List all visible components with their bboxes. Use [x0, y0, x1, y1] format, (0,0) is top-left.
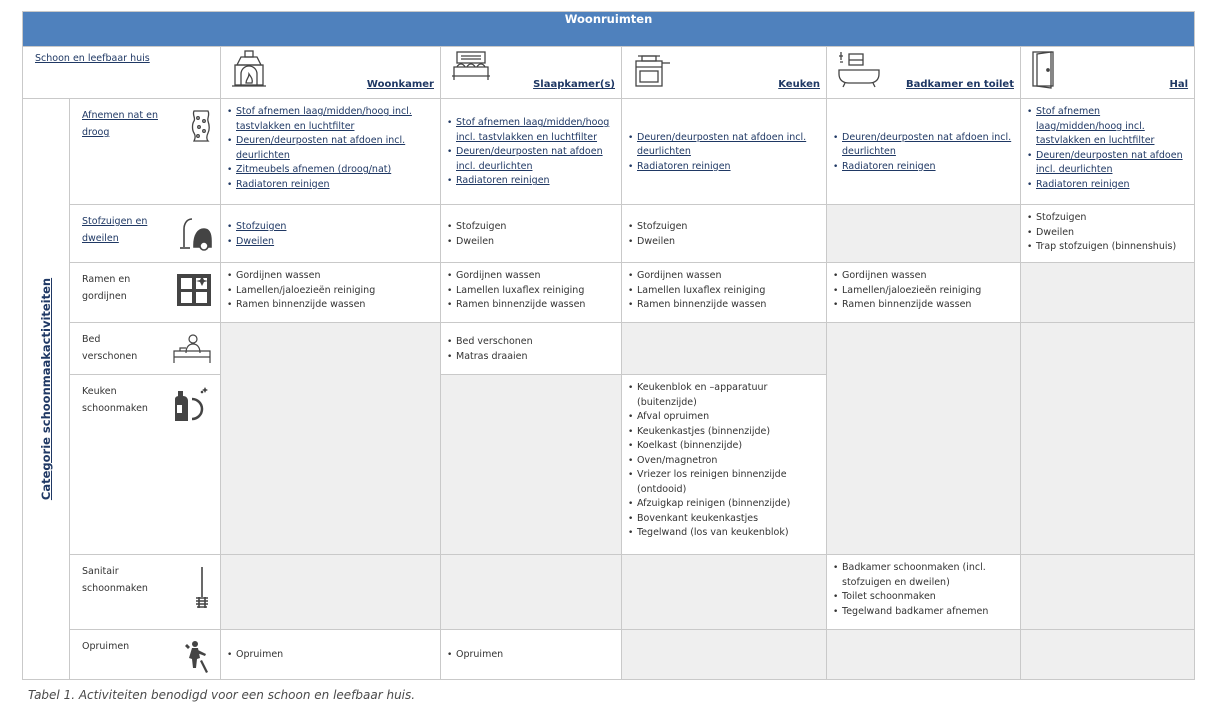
cell-sanitair-slaapkamer — [441, 555, 622, 630]
vacuum-cleaner-icon — [178, 215, 212, 251]
list-item: • Ramen binnenzijde wassen — [832, 298, 1014, 313]
cell-bed-keukenschoon-woonkamer — [221, 323, 441, 555]
cell-keukenschoon-slaapkamer — [441, 375, 622, 555]
category-label-afnemen: Afnemen nat en droog — [82, 110, 158, 138]
list-item: • Radiatoren reinigen — [446, 174, 615, 189]
cell-sanitair-badkamer — [827, 555, 1021, 630]
cell-keukenschoon-keuken — [622, 375, 827, 555]
bathtub-icon — [837, 50, 881, 88]
list-item: • Badkamer schoonmaken (incl. stofzuigen en dweilen) — [832, 561, 1014, 590]
cell-afnemen-keuken — [622, 99, 827, 205]
list-item: • Dweilen — [1026, 226, 1188, 241]
list-item: • Stofzuigen — [1026, 211, 1188, 226]
list-item: • Afzuigkap reinigen (binnenzijde) — [627, 497, 820, 512]
cell-ramen-slaapkamer — [441, 263, 622, 323]
room-label-woonkamer: Woonkamer — [366, 79, 434, 90]
cell-bed-slaapkamer — [441, 323, 622, 375]
cell-stofzuigen-hal — [1021, 205, 1195, 263]
list-item: • Toilet schoonmaken — [832, 590, 1014, 605]
room-header-hal — [1021, 47, 1195, 99]
toilet-brush-icon — [192, 565, 212, 611]
table-wrapper — [22, 11, 1194, 680]
list-item: • Deuren/deurposten nat afdoen incl. deurlichten — [226, 134, 434, 163]
category-label-opruimen: Opruimen — [82, 641, 130, 652]
list-item: • Stofzuigen — [446, 220, 615, 235]
list-item: • Dweilen — [627, 235, 820, 250]
cell-stofzuigen-woonkamer — [221, 205, 441, 263]
list-item: • Lamellen/jaloezieën reiniging — [832, 284, 1014, 299]
bed-icon — [451, 50, 491, 84]
cell-opruimen-slaapkamer — [441, 630, 622, 680]
list-item: • Vriezer los reinigen binnenzijde (ontdooid) — [627, 468, 820, 497]
list-item: • Gordijnen wassen — [446, 269, 615, 284]
list-item: • Ramen binnenzijde wassen — [627, 298, 820, 313]
category-afnemen — [70, 99, 221, 205]
list-item: • Bed verschonen — [446, 335, 615, 350]
category-bed — [70, 323, 221, 375]
list-item: • Tegelwand (los van keukenblok) — [627, 526, 820, 541]
list-item: • Stofzuigen — [226, 220, 434, 235]
category-sanitair — [70, 555, 221, 630]
cell-opruimen-woonkamer — [221, 630, 441, 680]
list-item: • Dweilen — [446, 235, 615, 250]
cell-afnemen-woonkamer — [221, 99, 441, 205]
list-item: • Keukenkastjes (binnenzijde) — [627, 425, 820, 440]
cell-sanitair-woonkamer — [221, 555, 441, 630]
list-item: • Radiatoren reinigen — [226, 178, 434, 193]
category-label-stofzuigen: Stofzuigen en dweilen — [82, 216, 148, 244]
cell-afnemen-hal — [1021, 99, 1195, 205]
list-item: • Koelkast (binnenzijde) — [627, 439, 820, 454]
cell-bed-keukenschoon-badkamer — [827, 323, 1021, 555]
cell-afnemen-slaapkamer — [441, 99, 622, 205]
list-item: • Bovenkant keukenkastjes — [627, 512, 820, 527]
cell-opruimen-keuken — [622, 630, 827, 680]
list-item: • Gordijnen wassen — [226, 269, 434, 284]
list-item: • Deuren/deurposten nat afdoen incl. deurlichten — [446, 145, 615, 174]
category-ramen — [70, 263, 221, 323]
list-item: • Zitmeubels afnemen (droog/nat) — [226, 163, 434, 178]
cell-opruimen-hal — [1021, 630, 1195, 680]
room-header-slaapkamer — [441, 47, 622, 99]
cell-stofzuigen-keuken — [622, 205, 827, 263]
cell-bed-keukenschoon-hal — [1021, 323, 1195, 555]
list-item: • Lamellen luxaflex reiniging — [627, 284, 820, 299]
door-icon — [1031, 50, 1061, 90]
category-label-bed: Bed verschonen — [82, 334, 138, 362]
list-item: • Opruimen — [226, 648, 434, 663]
list-item: • Lamellen luxaflex reiniging — [446, 284, 615, 299]
list-item: • Afval opruimen — [627, 410, 820, 425]
category-label-keukenschoon: Keuken schoonmaken — [82, 386, 148, 414]
sponge-icon — [190, 109, 212, 143]
bed-making-icon — [172, 333, 212, 367]
list-item: • Gordijnen wassen — [627, 269, 820, 284]
list-item: • Ramen binnenzijde wassen — [446, 298, 615, 313]
list-item: • Deuren/deurposten nat afdoen incl. deurlichten — [627, 131, 820, 160]
list-item: • Oven/magnetron — [627, 454, 820, 469]
list-item: • Matras draaien — [446, 350, 615, 365]
list-item: • Deuren/deurposten nat afdoen incl. deurlichten — [1026, 149, 1188, 178]
list-item: • Radiatoren reinigen — [1026, 178, 1188, 193]
room-header-keuken — [622, 47, 827, 99]
room-label-slaapkamer: Slaapkamer(s) — [533, 79, 615, 90]
cell-afnemen-badkamer — [827, 99, 1021, 205]
list-item: • Stof afnemen laag/midden/hoog incl. tastvlakken en luchtfilter — [1026, 105, 1188, 149]
cell-ramen-badkamer — [827, 263, 1021, 323]
cell-opruimen-badkamer — [827, 630, 1021, 680]
corner-label: Schoon en leefbaar huis — [35, 53, 150, 64]
tidying-person-icon — [182, 640, 212, 676]
cleaning-spray-icon — [172, 385, 212, 425]
fireplace-icon — [231, 50, 267, 88]
list-item: • Keukenblok en –apparatuur (buitenzijde) — [627, 381, 820, 410]
cell-ramen-hal — [1021, 263, 1195, 323]
cell-stofzuigen-slaapkamer — [441, 205, 622, 263]
category-keukenschoon — [70, 375, 221, 555]
list-item: • Opruimen — [446, 648, 615, 663]
list-item: • Gordijnen wassen — [832, 269, 1014, 284]
list-item: • Ramen binnenzijde wassen — [226, 298, 434, 313]
vertical-category-header — [23, 99, 70, 680]
cell-sanitair-hal — [1021, 555, 1195, 630]
list-item: • Radiatoren reinigen — [832, 160, 1014, 175]
vertical-category-label: Categorie schoonmaakactiviteiten — [39, 277, 53, 501]
room-label-badkamer: Badkamer en toilet — [906, 79, 1014, 90]
cleaning-table — [22, 11, 1195, 680]
table-title: Woonruimten — [23, 12, 1195, 47]
window-icon — [176, 273, 212, 307]
room-label-hal: Hal — [1169, 79, 1189, 90]
cell-ramen-woonkamer — [221, 263, 441, 323]
list-item: • Stof afnemen laag/midden/hoog incl. tastvlakken en luchtfilter — [446, 116, 615, 145]
list-item: • Dweilen — [226, 235, 434, 250]
room-header-badkamer — [827, 47, 1021, 99]
list-item: • Tegelwand badkamer afnemen — [832, 605, 1014, 620]
list-item: • Deuren/deurposten nat afdoen incl. deurlichten — [832, 131, 1014, 160]
room-label-keuken: Keuken — [778, 79, 820, 90]
category-opruimen — [70, 630, 221, 680]
cell-bed-keuken — [622, 323, 827, 375]
category-label-ramen: Ramen en gordijnen — [82, 274, 131, 302]
cell-ramen-keuken — [622, 263, 827, 323]
corner-cell — [23, 47, 221, 99]
cell-stofzuigen-badkamer — [827, 205, 1021, 263]
stove-icon — [632, 50, 672, 88]
category-label-sanitair: Sanitair schoonmaken — [82, 566, 148, 594]
list-item: • Trap stofzuigen (binnenshuis) — [1026, 240, 1188, 255]
list-item: • Stof afnemen laag/midden/hoog incl. tastvlakken en luchtfilter — [226, 105, 434, 134]
list-item: • Lamellen/jaloezieën reiniging — [226, 284, 434, 299]
table-caption: Tabel 1. Activiteiten benodigd voor een schoon en leefbaar huis. — [28, 688, 416, 702]
category-stofzuigen — [70, 205, 221, 263]
room-header-woonkamer — [221, 47, 441, 99]
cell-sanitair-keuken — [622, 555, 827, 630]
list-item: • Radiatoren reinigen — [627, 160, 820, 175]
list-item: • Stofzuigen — [627, 220, 820, 235]
